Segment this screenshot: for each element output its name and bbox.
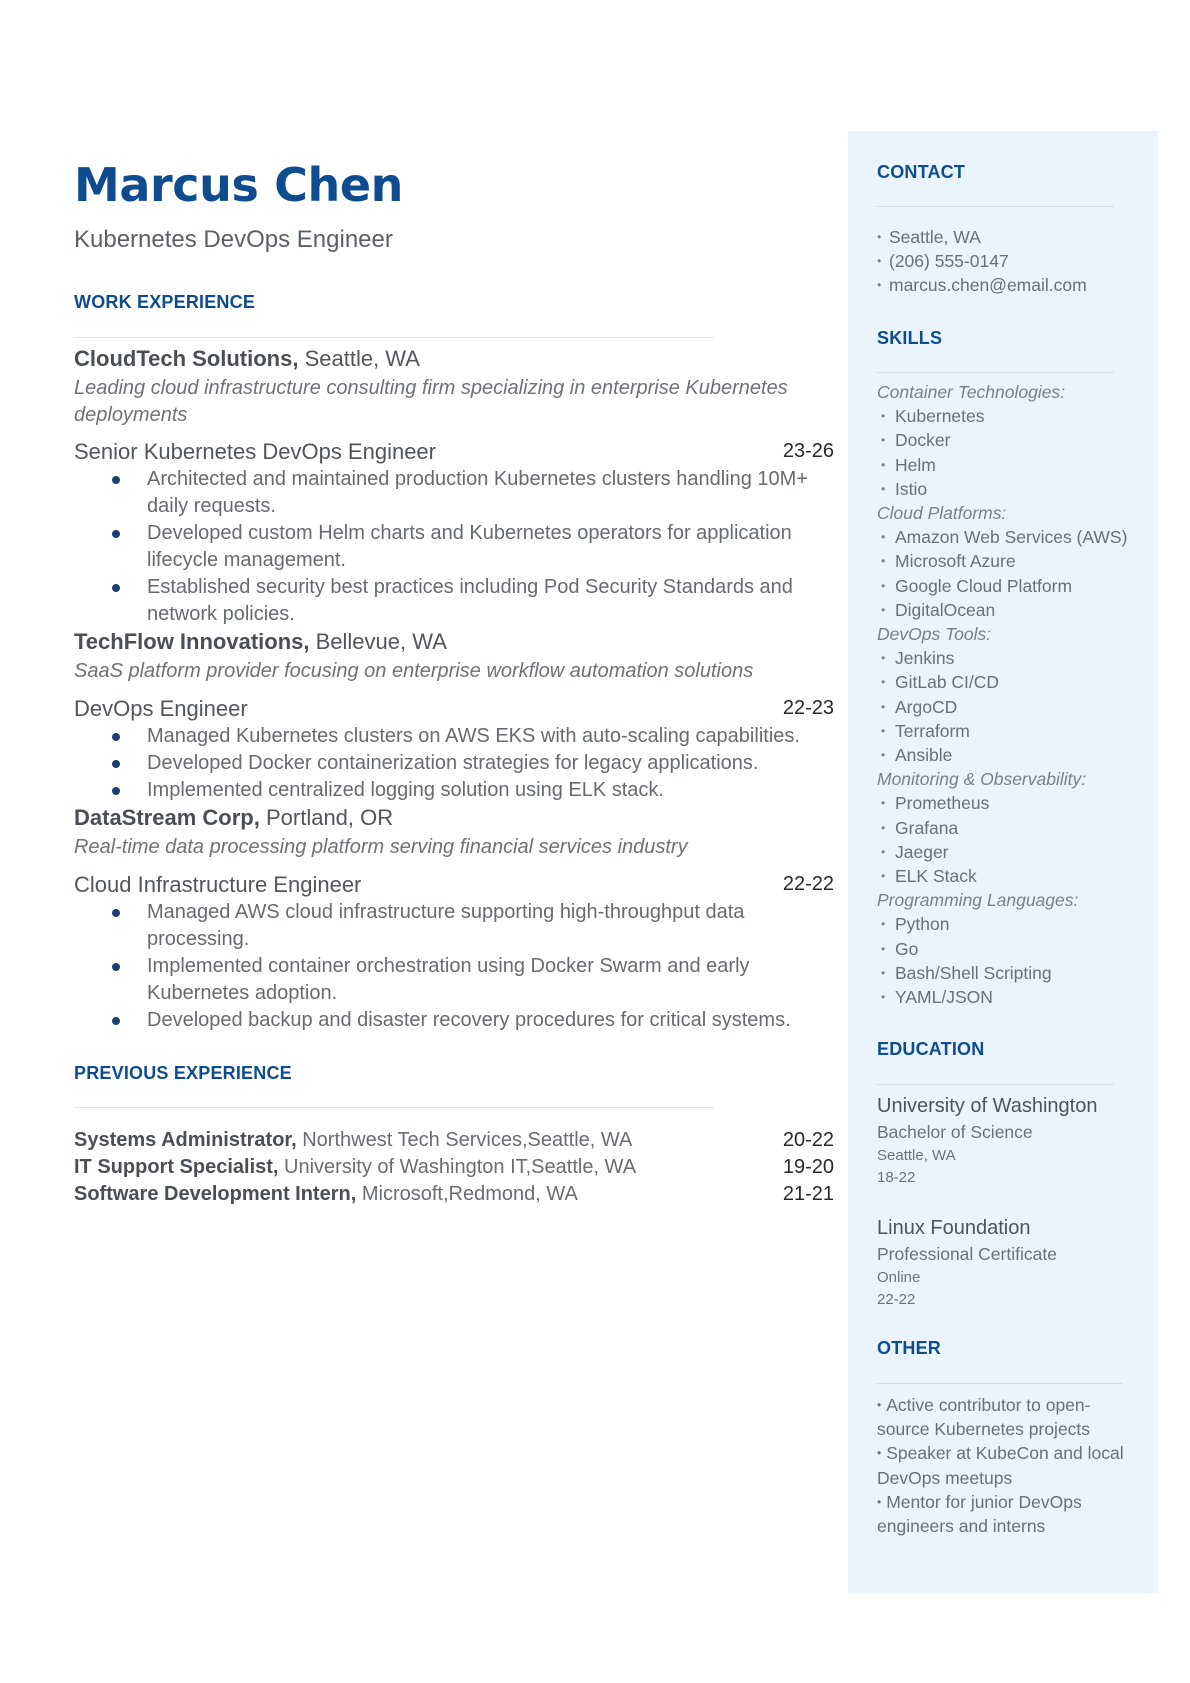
- previous-role-title: Systems Administrator,: [74, 1129, 297, 1151]
- list-item: [877, 1393, 1132, 1441]
- skill-item: • Microsoft Azure: [877, 549, 1147, 573]
- education-dates: 22-22: [877, 1291, 916, 1308]
- job-bullets: [74, 899, 834, 1034]
- previous-role-dates: 20-22: [782, 1129, 834, 1151]
- other-item-text: Mentor for junior DevOps engineers and interns: [877, 1491, 1082, 1537]
- skills-list: [877, 380, 1147, 1009]
- bullet-dot: [112, 584, 120, 592]
- bullet-dot: •: [877, 1398, 882, 1412]
- list-item: [74, 574, 834, 628]
- skill-item: • Bash/Shell Scripting: [877, 961, 1147, 985]
- education-school: Linux Foundation: [877, 1217, 1031, 1239]
- list-item: [74, 466, 834, 520]
- education-divider: [877, 1084, 1114, 1085]
- bullet-dot: [112, 760, 120, 768]
- skills-divider: [877, 372, 1114, 373]
- education-school: University of Washington: [877, 1095, 1098, 1117]
- education-location: Seattle, WA: [877, 1147, 956, 1164]
- previous-experience-divider: [74, 1107, 714, 1108]
- skill-item: • Helm: [877, 453, 1147, 477]
- skill-category: Container Technologies:: [877, 382, 1066, 402]
- contact-divider: [877, 206, 1114, 207]
- job-title: Senior Kubernetes DevOps Engineer: [74, 439, 436, 464]
- candidate-title: Kubernetes DevOps Engineer: [74, 226, 393, 253]
- company-name: CloudTech Solutions,: [74, 346, 299, 371]
- company-location: Bellevue, WA: [315, 629, 447, 654]
- bullet-dot: [112, 530, 120, 538]
- bullet-text: Developed Docker containerization strategies for legacy applications.: [147, 752, 759, 774]
- skill-item: • Python: [877, 912, 1147, 936]
- skill-item: • YAML/JSON: [877, 985, 1147, 1009]
- education-location: Online: [877, 1269, 921, 1286]
- skills-heading: SKILLS: [877, 328, 943, 348]
- skill-item: • Ansible: [877, 743, 1147, 767]
- other-item-text: Active contributor to open-source Kubernetes projects: [877, 1395, 1091, 1440]
- previous-role-dates: 19-20: [782, 1156, 834, 1178]
- bullet-dot: •: [877, 1494, 882, 1509]
- work-experience-divider: [74, 337, 714, 338]
- main-column: [74, 0, 834, 1683]
- skill-category: Programming Languages:: [877, 890, 1079, 911]
- skill-item: • ArgoCD: [877, 695, 1147, 719]
- skill-item: • Google Cloud Platform: [877, 574, 1147, 598]
- list-item: [74, 899, 834, 953]
- company-location: Seattle, WA: [304, 346, 420, 371]
- skill-item: • Grafana: [877, 816, 1147, 840]
- bullet-text: Managed AWS cloud infrastructure supporting high-throughput data processing.: [147, 901, 745, 950]
- bullet-text: Managed Kubernetes clusters on AWS EKS with auto-scaling capabilities.: [147, 725, 800, 747]
- job-dates: 22-23: [782, 697, 834, 719]
- skill-item: • DigitalOcean: [877, 598, 1147, 622]
- education-degree: Professional Certificate: [877, 1244, 1057, 1264]
- list-item: [74, 1007, 834, 1034]
- company-description: SaaS platform provider focusing on enterprise workflow automation solutions: [74, 660, 754, 682]
- other-divider: [877, 1383, 1122, 1384]
- bullet-dot: [112, 909, 120, 917]
- education-degree: Bachelor of Science: [877, 1122, 1033, 1142]
- skill-item: • Terraform: [877, 719, 1147, 743]
- list-item: [74, 953, 834, 1007]
- list-item: [74, 520, 834, 574]
- job-bullets: [74, 723, 834, 804]
- bullet-text: Developed custom Helm charts and Kubernetes operators for application lifecycle management.: [147, 522, 792, 571]
- bullet-dot: [112, 733, 120, 741]
- skill-item: • Docker: [877, 428, 1147, 452]
- company-description: Real-time data processing platform serving financial services industry: [74, 836, 688, 858]
- education-heading: EDUCATION: [877, 1039, 985, 1059]
- job-bullets: [74, 466, 834, 628]
- education-entry: [877, 1092, 1147, 1189]
- skill-category: Monitoring & Observability:: [877, 769, 1087, 790]
- bullet-dot: •: [877, 1446, 882, 1461]
- previous-role-title: IT Support Specialist,: [74, 1156, 279, 1178]
- skill-item: • Prometheus: [877, 791, 1147, 815]
- company-description: Leading cloud infrastructure consulting firm specializing in enterprise Kubernetes deployments: [74, 377, 788, 426]
- previous-role-row: [74, 1156, 834, 1183]
- previous-role-title: Software Development Intern,: [74, 1183, 357, 1205]
- education-entry: [877, 1214, 1147, 1311]
- education-dates: 18-22: [877, 1169, 916, 1186]
- bullet-text: Implemented centralized logging solution using ELK stack.: [147, 779, 664, 801]
- bullet-dot: [112, 1017, 120, 1025]
- contact-location: • Seattle, WA: [877, 225, 1147, 249]
- bullet-dot: [112, 476, 120, 484]
- skill-item: • Jenkins: [877, 646, 1147, 670]
- other-item-text: Speaker at KubeCon and local DevOps meetups: [877, 1443, 1124, 1488]
- bullet-text: Developed backup and disaster recovery procedures for critical systems.: [147, 1009, 791, 1031]
- list-item: [74, 723, 834, 750]
- list-item: [877, 1490, 1132, 1538]
- previous-role-org: University of Washington IT,Seattle, WA: [284, 1156, 637, 1178]
- list-item: [877, 1441, 1132, 1489]
- skill-item: • GitLab CI/CD: [877, 670, 1147, 694]
- skill-item: • Istio: [877, 477, 1147, 501]
- previous-role-row: [74, 1129, 834, 1156]
- skill-item: • ELK Stack: [877, 864, 1147, 888]
- previous-role-org: Microsoft,Redmond, WA: [361, 1183, 578, 1205]
- job-dates: 23-26: [782, 440, 834, 462]
- other-heading: OTHER: [877, 1338, 941, 1358]
- work-experience-heading: WORK EXPERIENCE: [74, 292, 256, 312]
- previous-role-dates: 21-21: [782, 1183, 834, 1205]
- job-dates: 22-22: [782, 873, 834, 895]
- company-name: TechFlow Innovations,: [74, 629, 310, 654]
- skill-item: • Jaeger: [877, 840, 1147, 864]
- company-location: Portland, OR: [265, 805, 394, 830]
- bullet-text: Established security best practices including Pod Security Standards and network policies.: [147, 576, 793, 625]
- contact-phone: • (206) 555-0147: [877, 249, 1147, 273]
- bullet-dot: [112, 787, 120, 795]
- skill-item: • Kubernetes: [877, 404, 1147, 428]
- sidebar: [848, 131, 1158, 1593]
- job-title: DevOps Engineer: [74, 696, 248, 721]
- list-item: [74, 750, 834, 777]
- previous-experience-heading: PREVIOUS EXPERIENCE: [74, 1063, 292, 1083]
- company-line: [74, 805, 393, 831]
- list-item: [74, 777, 834, 804]
- contact-email: • marcus.chen@email.com: [877, 273, 1147, 297]
- bullet-text: Architected and maintained production Kubernetes clusters handling 10M+ daily requests.: [147, 468, 808, 517]
- company-line: [74, 346, 420, 372]
- previous-role-org: Northwest Tech Services,Seattle, WA: [302, 1129, 633, 1151]
- bullet-dot: [112, 963, 120, 971]
- company-name: DataStream Corp,: [74, 805, 260, 830]
- skill-item: • Go: [877, 937, 1147, 961]
- contact-list: [877, 225, 1147, 298]
- skill-category: Cloud Platforms:: [877, 503, 1007, 524]
- bullet-text: Implemented container orchestration using Docker Swarm and early Kubernetes adoption.: [147, 955, 750, 1004]
- contact-heading: CONTACT: [877, 162, 966, 182]
- company-line: [74, 629, 447, 655]
- other-list: [877, 1393, 1132, 1538]
- job-title: Cloud Infrastructure Engineer: [74, 872, 362, 897]
- skill-category: DevOps Tools:: [877, 624, 992, 645]
- skill-item: • Amazon Web Services (AWS): [877, 525, 1147, 549]
- previous-role-row: [74, 1183, 834, 1210]
- candidate-name: Marcus Chen: [74, 158, 403, 212]
